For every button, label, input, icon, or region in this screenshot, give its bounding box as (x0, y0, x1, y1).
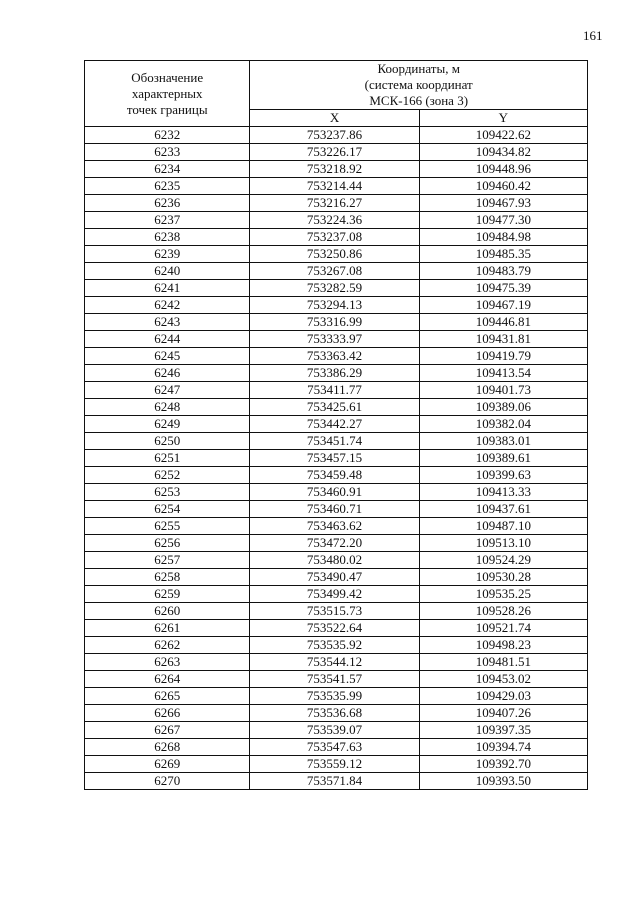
table-row (85, 348, 588, 365)
table-row (85, 756, 588, 773)
x-coordinate-cell: 753267.08 (250, 263, 419, 280)
table-row (85, 433, 588, 450)
x-coordinate-cell: 753544.12 (250, 654, 419, 671)
table-row (85, 195, 588, 212)
x-coordinate-cell: 753522.64 (250, 620, 419, 637)
x-coordinate-cell: 753472.20 (250, 535, 419, 552)
header-point-label: Обозначение характерных точек границы (85, 61, 250, 127)
point-id-cell: 6233 (85, 144, 250, 161)
table-row (85, 314, 588, 331)
x-coordinate-cell: 753224.36 (250, 212, 419, 229)
x-coordinate-cell: 753363.42 (250, 348, 419, 365)
point-id-cell: 6258 (85, 569, 250, 586)
point-id-cell: 6262 (85, 637, 250, 654)
table-row (85, 535, 588, 552)
page-number: 161 (583, 28, 603, 43)
point-id-cell: 6265 (85, 688, 250, 705)
x-coordinate-cell: 753237.86 (250, 127, 419, 144)
y-coordinate-cell: 109437.61 (419, 501, 587, 518)
x-coordinate-cell: 753218.92 (250, 161, 419, 178)
point-id-cell: 6235 (85, 178, 250, 195)
coordinates-table (84, 60, 588, 790)
y-coordinate-cell: 109434.82 (419, 144, 587, 161)
y-coordinate-cell: 109413.33 (419, 484, 587, 501)
y-coordinate-cell: 109389.61 (419, 450, 587, 467)
x-coordinate-cell: 753535.99 (250, 688, 419, 705)
x-coordinate-cell: 753294.13 (250, 297, 419, 314)
y-coordinate-cell: 109419.79 (419, 348, 587, 365)
y-coordinate-cell: 109467.19 (419, 297, 587, 314)
y-coordinate-cell: 109477.30 (419, 212, 587, 229)
y-coordinate-cell: 109392.70 (419, 756, 587, 773)
x-coordinate-cell: 753536.68 (250, 705, 419, 722)
y-coordinate-cell: 109481.51 (419, 654, 587, 671)
point-id-cell: 6261 (85, 620, 250, 637)
table-row (85, 773, 588, 790)
point-id-cell: 6270 (85, 773, 250, 790)
point-id-cell: 6237 (85, 212, 250, 229)
table-row (85, 144, 588, 161)
x-coordinate-cell: 753515.73 (250, 603, 419, 620)
y-coordinate-cell: 109467.93 (419, 195, 587, 212)
point-id-cell: 6242 (85, 297, 250, 314)
x-coordinate-cell: 753547.63 (250, 739, 419, 756)
table-row (85, 654, 588, 671)
x-coordinate-cell: 753539.07 (250, 722, 419, 739)
point-id-cell: 6267 (85, 722, 250, 739)
point-id-cell: 6260 (85, 603, 250, 620)
y-coordinate-cell: 109460.42 (419, 178, 587, 195)
header-coordinates: Координаты, м (система координат МСК-166 (зона 3) (250, 61, 588, 110)
x-coordinate-cell: 753535.92 (250, 637, 419, 654)
y-coordinate-cell: 109535.25 (419, 586, 587, 603)
table-row (85, 501, 588, 518)
y-coordinate-cell: 109401.73 (419, 382, 587, 399)
table-row (85, 127, 588, 144)
table-row (85, 382, 588, 399)
y-coordinate-cell: 109422.62 (419, 127, 587, 144)
table-row (85, 637, 588, 654)
point-id-cell: 6269 (85, 756, 250, 773)
header-x: X (250, 110, 419, 127)
x-coordinate-cell: 753460.71 (250, 501, 419, 518)
x-coordinate-cell: 753559.12 (250, 756, 419, 773)
point-id-cell: 6257 (85, 552, 250, 569)
table-row (85, 552, 588, 569)
point-id-cell: 6236 (85, 195, 250, 212)
y-coordinate-cell: 109389.06 (419, 399, 587, 416)
x-coordinate-cell: 753333.97 (250, 331, 419, 348)
x-coordinate-cell: 753541.57 (250, 671, 419, 688)
y-coordinate-cell: 109399.63 (419, 467, 587, 484)
table-row (85, 484, 588, 501)
point-id-cell: 6264 (85, 671, 250, 688)
point-id-cell: 6268 (85, 739, 250, 756)
y-coordinate-cell: 109487.10 (419, 518, 587, 535)
point-id-cell: 6243 (85, 314, 250, 331)
table-row (85, 297, 588, 314)
point-id-cell: 6234 (85, 161, 250, 178)
x-coordinate-cell: 753463.62 (250, 518, 419, 535)
table-row (85, 671, 588, 688)
point-id-cell: 6256 (85, 535, 250, 552)
table-row (85, 161, 588, 178)
y-coordinate-cell: 109528.26 (419, 603, 587, 620)
x-coordinate-cell: 753571.84 (250, 773, 419, 790)
point-id-cell: 6239 (85, 246, 250, 263)
y-coordinate-cell: 109413.54 (419, 365, 587, 382)
x-coordinate-cell: 753459.48 (250, 467, 419, 484)
x-coordinate-cell: 753250.86 (250, 246, 419, 263)
y-coordinate-cell: 109393.50 (419, 773, 587, 790)
y-coordinate-cell: 109448.96 (419, 161, 587, 178)
point-id-cell: 6240 (85, 263, 250, 280)
header-y: Y (419, 110, 587, 127)
table-row (85, 739, 588, 756)
table-row (85, 365, 588, 382)
y-coordinate-cell: 109475.39 (419, 280, 587, 297)
table-row (85, 518, 588, 535)
y-coordinate-cell: 109397.35 (419, 722, 587, 739)
y-coordinate-cell: 109431.81 (419, 331, 587, 348)
x-coordinate-cell: 753237.08 (250, 229, 419, 246)
point-id-cell: 6252 (85, 467, 250, 484)
x-coordinate-cell: 753460.91 (250, 484, 419, 501)
x-coordinate-cell: 753282.59 (250, 280, 419, 297)
point-id-cell: 6241 (85, 280, 250, 297)
y-coordinate-cell: 109483.79 (419, 263, 587, 280)
y-coordinate-cell: 109524.29 (419, 552, 587, 569)
y-coordinate-cell: 109383.01 (419, 433, 587, 450)
x-coordinate-cell: 753411.77 (250, 382, 419, 399)
y-coordinate-cell: 109530.28 (419, 569, 587, 586)
y-coordinate-cell: 109446.81 (419, 314, 587, 331)
point-id-cell: 6259 (85, 586, 250, 603)
point-id-cell: 6246 (85, 365, 250, 382)
y-coordinate-cell: 109394.74 (419, 739, 587, 756)
y-coordinate-cell: 109453.02 (419, 671, 587, 688)
x-coordinate-cell: 753425.61 (250, 399, 419, 416)
table-row (85, 399, 588, 416)
y-coordinate-cell: 109382.04 (419, 416, 587, 433)
table-row (85, 603, 588, 620)
point-id-cell: 6263 (85, 654, 250, 671)
x-coordinate-cell: 753490.47 (250, 569, 419, 586)
point-id-cell: 6253 (85, 484, 250, 501)
table-row (85, 280, 588, 297)
point-id-cell: 6245 (85, 348, 250, 365)
table-row (85, 688, 588, 705)
table-row (85, 229, 588, 246)
y-coordinate-cell: 109485.35 (419, 246, 587, 263)
table-row (85, 467, 588, 484)
y-coordinate-cell: 109521.74 (419, 620, 587, 637)
table-row (85, 416, 588, 433)
x-coordinate-cell: 753499.42 (250, 586, 419, 603)
point-id-cell: 6255 (85, 518, 250, 535)
point-id-cell: 6232 (85, 127, 250, 144)
table-row (85, 705, 588, 722)
table-row (85, 722, 588, 739)
table-row (85, 263, 588, 280)
table-row (85, 246, 588, 263)
table-row (85, 620, 588, 637)
x-coordinate-cell: 753451.74 (250, 433, 419, 450)
point-id-cell: 6250 (85, 433, 250, 450)
point-id-cell: 6244 (85, 331, 250, 348)
table-row (85, 331, 588, 348)
x-coordinate-cell: 753457.15 (250, 450, 419, 467)
x-coordinate-cell: 753386.29 (250, 365, 419, 382)
y-coordinate-cell: 109513.10 (419, 535, 587, 552)
table-row (85, 586, 588, 603)
point-id-cell: 6251 (85, 450, 250, 467)
table-row (85, 212, 588, 229)
point-id-cell: 6247 (85, 382, 250, 399)
x-coordinate-cell: 753214.44 (250, 178, 419, 195)
point-id-cell: 6248 (85, 399, 250, 416)
x-coordinate-cell: 753442.27 (250, 416, 419, 433)
x-coordinate-cell: 753316.99 (250, 314, 419, 331)
x-coordinate-cell: 753480.02 (250, 552, 419, 569)
table-row (85, 569, 588, 586)
table-row (85, 450, 588, 467)
y-coordinate-cell: 109407.26 (419, 705, 587, 722)
x-coordinate-cell: 753226.17 (250, 144, 419, 161)
y-coordinate-cell: 109498.23 (419, 637, 587, 654)
point-id-cell: 6266 (85, 705, 250, 722)
table-row (85, 178, 588, 195)
x-coordinate-cell: 753216.27 (250, 195, 419, 212)
y-coordinate-cell: 109484.98 (419, 229, 587, 246)
point-id-cell: 6254 (85, 501, 250, 518)
y-coordinate-cell: 109429.03 (419, 688, 587, 705)
point-id-cell: 6238 (85, 229, 250, 246)
table-body (85, 127, 588, 790)
table-header (85, 61, 588, 127)
point-id-cell: 6249 (85, 416, 250, 433)
